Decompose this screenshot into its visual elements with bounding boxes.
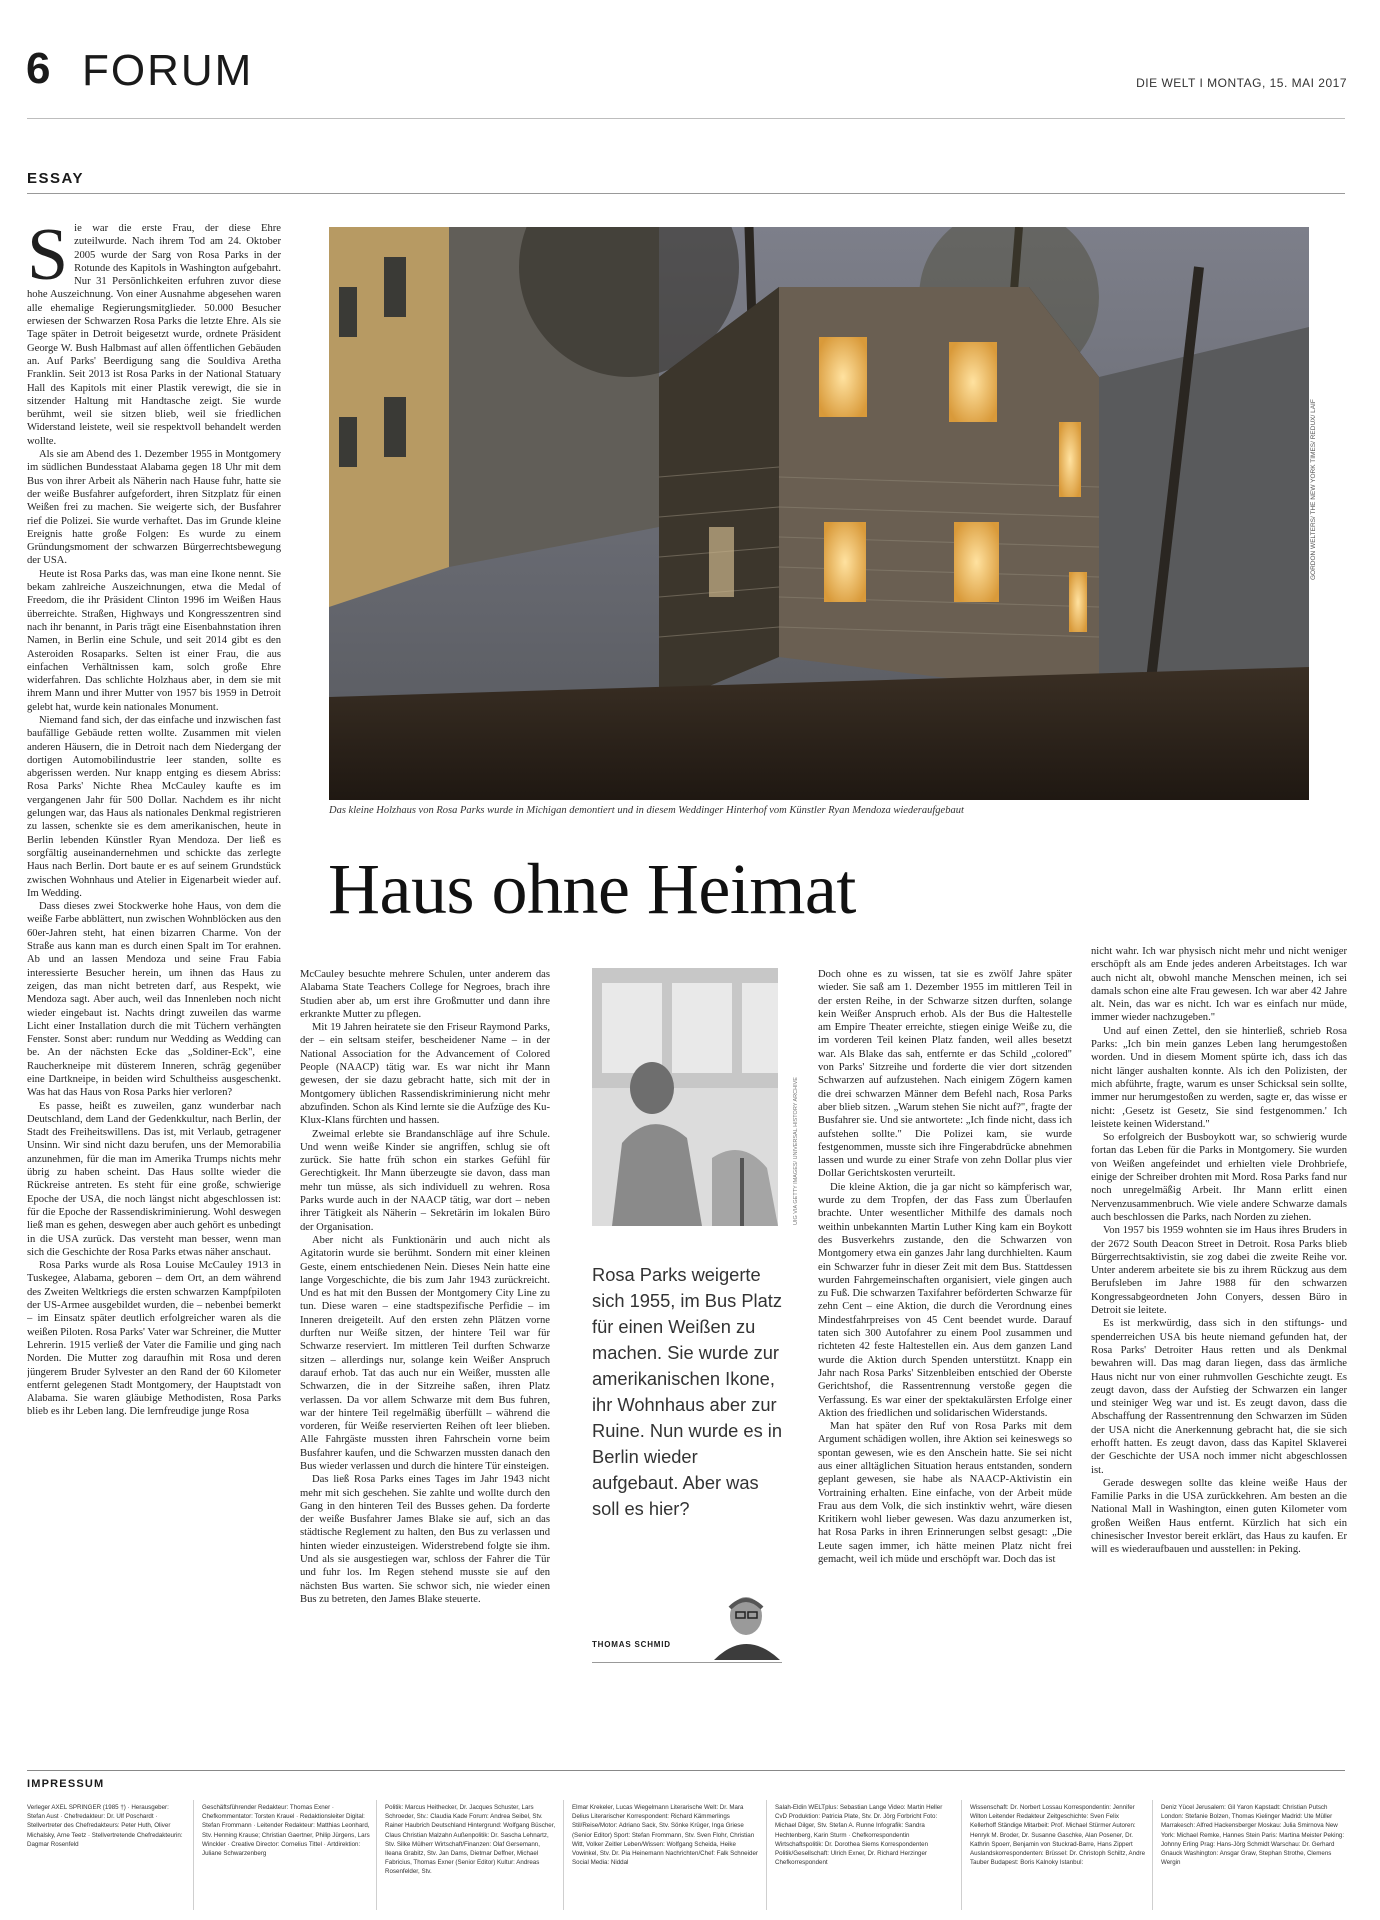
impressum-divider (1152, 1800, 1153, 1910)
drop-cap: S (27, 222, 69, 296)
portrait-credit: UIG VIA GETTY IMAGES/ UNIVERSAL HISTORY ARCHIVE (793, 1077, 799, 1225)
impressum-column: Elmar Krekeler, Lucas Wiegelmann Literarische Welt: Dr. Mara Delius Literarischer Korrespondent: Richard Kämmerlings Stil/Reise/Motor: Adriano Sack, Stv. Sönke Krüger, Inga Griese (Senior Editor) Sport: Stefan Frommann, Stv. Sven Flohr, Christian Witt, Volker Zeitler Leben/Wissen: Wolfgang Scheida, Heike Vowinkel, Stv. Dr. Pia Heinemann Nachrichten/Chef: Falk Schneider Social Media: Niddal (572, 1804, 758, 1867)
paragraph: Die kleine Aktion, die ja gar nicht so kämpferisch war, wurde zu dem Tropfen, der das Fass zum Überlaufen brachte. Unter wesentlicher Mithilfe des damals noch weithin unbekannten Martin Luther King kam ein Boykott des Busverkehrs zustande, den die Schwarzen von Montgomery etwa ein ganzes Jahr lang durchhielten. Kaum ein Schwarzer fuhr in dieser Zeit mit dem Bus. Stattdessen wurden Fahrgemeinschaften organisiert, viele gingen auch zu Fuß. Die schwarzen Taxifahrer beförderten Schwarze für zehn Cent – eine Aktion, die durch die Verordnung eines Mindestfahrpreises von 45 Cent beendet wurde. Darauf taten sich 300 Autofahrer zu einem Pool zusammen und richteten 42 feste Haltestellen ein. Aus dem ganzen Land wurde die Aktion durch Spenden unterstützt. Knapp ein Jahr nach Rosa Parks' Sitzenbleiben entschied der Oberste Gerichtshof, die Rassentrennung verstoße gegen die Verfassung. Es war einer der spektakulärsten Erfolge einer Aktion des friedlichen und solidarischen Widerstands. (818, 1181, 1072, 1419)
impressum-column: Deniz Yücel Jerusalem: Gil Yaron Kapstadt: Christian Putsch London: Stefanie Bolzen, Thomas Kielinger Madrid: Ute Müller Marrakesch: Alfred Hackensberger Moskau: Julia Smirnova New York: Michael Remke, Hannes Stein Paris: Martina Meister Peking: Johnny Erling Prag: Hans-Jörg Schmidt Warschau: Dr. Gerhard Gnauck Washington: Ansgar Graw, Stephan Strothe, Clemens Wergin (1161, 1804, 1345, 1867)
impressum-divider (563, 1800, 564, 1910)
impressum-column: Politik: Marcus Heithecker, Dr. Jacques Schuster, Lars Schroeder, Stv.: Claudia Kade Forum: Andrea Seibel, Stv. Rainer Haubrich Deutschland Hintergrund: Wolfgang Büscher, Claus Christian Malzahn Außenpolitik: Dr. Sascha Lehnartz, Stv. Silke Mülherr Wirtschaft/Finanzen: Olaf Gersemann, Ileana Grabitz, Stv. Jan Dams, Dietmar Deffner, Michael Fabricius, Thomas Exner (Senior Editor) Kultur: Andreas Rosenfelder, Stv. (385, 1804, 556, 1876)
header-rule (27, 118, 1345, 119)
newspaper-date-line: DIE WELT I MONTAG, 15. MAI 2017 (1136, 76, 1347, 90)
portrait-photo-rosa-parks (592, 968, 778, 1226)
pull-quote: Rosa Parks weigerte sich 1955, im Bus Platz für einen Weißen zu machen. Sie wurde zur amerikanischen Ikone, ihr Wohnhaus aber zur Ruine. Nun wurde es in Berlin wieder aufgebaut. Aber was soll es hier? (592, 1264, 783, 1519)
article-column-3 (818, 968, 1072, 1748)
paragraph: Heute ist Rosa Parks das, was man eine Ikone nennt. Sie bekam zahlreiche Auszeichnungen, etwa die Medal of Freedom, die ihr Präsident Clinton 1996 im Weißen Haus überreichte. Straßen, Highways und Kongresszentren sind nach ihr benannt, in Paris trägt eine Eisenbahnstation ihren Namen, in Berlin eine Schule, und seit 2014 gibt es den Asteroiden Rosaparks. Selten ist einer Frau, die aus einfachen Verhältnissen kam, solch große Ehre widerfahren. Das schlichte Holzhaus aber, in dem sie mit ihrem Mann und ihrer Mutter von 1957 bis 1959 in Detroit gelebt hat, wurde kein nationales Monument. (27, 568, 281, 713)
article-column-2 (300, 968, 550, 1748)
paragraph: nicht wahr. Ich war physisch nicht mehr und nicht weniger erschöpft als am Ende jedes anderen Arbeitstages. Ich war auch nicht alt, obwohl manche Menschen meinen, ich sei damals schon eine alte Frau gewesen. Ich war aber 42 Jahre alt. Nein, das war es nicht. Ich war es einfach nur müde, immer wieder nachzugeben." (1091, 946, 1347, 1024)
paragraph: Mit 19 Jahren heiratete sie den Friseur Raymond Parks, der – ein seltsam steifer, bescheidener Name – in der National Association for the Advancement of Colored People (NAACP) tätig war. Es war nicht ihr Mann gewesen, der sie dazu gebracht hatte, sich mit der in Montgomery üblichen Rassendiskriminierung nicht mehr abzufinden. Schon als Kind lernte sie die Aufzüge des Ku-Klux-Klans fürchten und hassen. (300, 1022, 550, 1127)
paragraph: Es ist merkwürdig, dass sich in den stiftungs- und spenderreichen USA bis heute niemand gefunden hat, der Rosa Parks' Detroiter Haus retten und als Denkmal bewahren will. Das mag daran liegen, dass das ärmliche Haus nicht nur von einer ruhmvollen Geschichte zeugt. Es zeugt davon, dass der Aufstieg der Schwarzen ein langer und steiniger Weg war und ist. Es zeugt davon, dass die Abschaffung der Rassentrennung den Schwarzen im Süden der USA nicht die Anerkennung gebracht hat, die sie sich erhofft hatten. Es zeugt davon, dass das Kapitel Sklaverei der Geschichte der USA noch immer nicht abgeschlossen ist. (1091, 1318, 1347, 1476)
pull-quote-rule (592, 1662, 782, 1663)
paragraph: Es passe, heißt es zuweilen, ganz wunderbar nach Deutschland, dem Land der Gedenkkultur, nach Berlin, der Stadt des Freiheitswillens. Das ist, mit Verlaub, getragener Unsinn. Wir sind nicht dazu berufen, uns der Memorabilia anzunehmen, für die man im Amerika Trumps nichts mehr übrig zu haben scheint. Das Haus sollte wieder die Rückreise antreten. Es steht für eine große, schwierige Epoche der USA, die noch längst nicht abgeschlossen ist: für die Epoche der Rassendiskriminierung. Wohl deswegen ließ man es gehen, deswegen aber auch gehört es unbedingt in die USA zurück. Das versteht man besser, wenn man sich die Geschichte der Rosa Parks etwas näher anschaut. (27, 1100, 281, 1258)
paragraph: Niemand fand sich, der das einfache und inzwischen fast baufällige Gebäude retten wollte. Zusammen mit vielen anderen Häusern, die in Detroit nach dem Niedergang der dortigen Automobilindustrie leer standen, sollte es abgerissen werden. Nur knapp entging es diesem Abriss: Rosa Parks' Nichte Rhea McCauley kaufte es im vergangenen Jahr für 500 Dollar. Nachdem es ihr nicht gelungen war, das Haus als nationales Denkmal registrieren zu lassen, schenkte sie es dem amerikanischen, heute in Berlin lebenden Künstler Ryan Mendoza. Der ließ es sorgfältig auseinandernehmen und schickte das zerlegte Haus nach Berlin. Dort baute er es auf seinem Grundstück zwischen Wohnhaus und Atelier in Eigenarbeit wieder auf. Im Wedding. (27, 714, 281, 899)
paragraph: Gerade deswegen sollte das kleine weiße Haus der Familie Parks in die USA zurückkehren. Am besten an die National Mall in Washington, einen guten Kilometer vom großen Weißen Haus entfernt. Kürzlich hat sich ein chinesischer Investor bereit erklärt, das Haus zu kaufen. Er will es wiederaufbauen und ausstellen: in Peking. (1091, 1477, 1347, 1556)
section-rule (27, 193, 1345, 194)
impressum-column: Salah-Eldin WELTplus: Sebastian Lange Video: Martin Heller CvD Produktion: Patricia Plate, Stv. Dr. Jörg Forbricht Foto: Michael Dilger, Stv. Stefan A. Runne Infografik: Sandra Hechtenberg, Karin Sturm · Chefkorrespondentin Wirtschaftspolitik: Dr. Dorothea Siems Korrespondenten Politik/Gesellschaft: Ulrich Exner, Dr. Richard Herzinger Chefkorrespondent (775, 1804, 943, 1867)
paragraph: Und auf einen Zettel, den sie hinterließ, schrieb Rosa Parks: „Ich bin mein ganzes Leben lang herumgestoßen worden. Und in diesem Moment spürte ich, dass ich das nicht länger aushalten konnte. Als ich den Polizisten, der mich abführte, fragte, warum es unser Schicksal sein sollte, immer nur herumgestoßen zu werden, sagte er, das wisse er nicht: ‚Gesetz ist Gesetz, Sie sind festgenommen.' Ich leistete keinen Widerstand." (1091, 1025, 1347, 1130)
paragraph: McCauley besuchte mehrere Schulen, unter anderem das Alabama State Teachers College for Negroes, brach ihre Studien aber ab, um erst ihre Großmutter und dann ihre erkrankte Mutter zu pflegen. (300, 969, 550, 1020)
impressum-top-rule (27, 1770, 1345, 1771)
impressum-divider (376, 1800, 377, 1910)
paragraph: Dass dieses zwei Stockwerke hohe Haus, von dem die weiße Farbe abblättert, nun zwischen Wohnblöcken aus den 60er-Jahren steht, hat einen bizarren Charme. Von der Straße aus kann man es durch einen Spalt im Tor erahnen. Ab und an lassen Mendoza und seine Frau Fabia interessierte Besucher herein, um ihnen das Haus zu zeigen, das man nicht betreten darf, aus Respekt, wie Mendoza sagt. Aber auch, weil das Innenleben noch nicht wieder eingebaut ist. Nachts dringt zuweilen das warme Licht einer Installation durch die mit Tüchern verhängten Fenster. Sonst aber: rundum nur Wedding as Wedding can be. An der nächsten Ecke das „Soldiner-Eck", eine Raucherkneipe mit düsterem Inneren, schräg gegenüber eine Dartkneipe, in beiden wird Schultheiss ausgeschenkt. Was hat das Haus von Rosa Parks hier verloren? (27, 901, 281, 1099)
impressum-column: Verleger AXEL SPRINGER (1985 †) · Herausgeber: Stefan Aust · Chefredakteur: Dr. Ulf Poschardt · Stellvertreter des Chefredakteurs: Peter Huth, Oliver Michalsky, Arne Teetz · Stellvertretende Chefredakteurin: Dagmar Rosenfeld (27, 1804, 183, 1848)
section-title: FORUM (82, 46, 254, 95)
photo-caption: Das kleine Holzhaus von Rosa Parks wurde in Michigan demontiert und in diesem Weddinger Hinterhof vom Künstler Ryan Mendoza wiederaufgebaut (329, 805, 964, 816)
article-column-1 (27, 222, 281, 1752)
house-illustration (329, 227, 1309, 800)
impressum-title: IMPRESSUM (27, 1778, 105, 1790)
section-label: ESSAY (27, 170, 84, 187)
author-photo (700, 1588, 785, 1660)
page-number: 6 (26, 44, 51, 93)
paragraph: Aber nicht als Funktionärin und auch nicht als Agitatorin wurde sie berühmt. Sondern mit einer kleinen Geste, einem entschiedenen Nein. Dieses Nein hatte eine lange Vorgeschichte, die bis zum Jahr 1943 zurückreicht. Und es hat mit den Bussen der Montgomery City Line zu tun. Diese waren – eine stadtspezifische Perfidie – im Inneren dreigeteilt. Auf den ersten zehn Plätzen vorne durften nur Weiße sitzen, der hintere Teil war für Schwarze reserviert. Im mittleren Teil durften Schwarze sitzen – allerdings nur, solange kein Weißer Anspruch darauf erhob. Tat das auch nur ein Weißer, mussten alle Schwarzen, die in der Sitzreihe saßen, ihren Platz verlassen. Da vor allem Schwarze mit dem Bus fuhren, war der hintere Teil regelmäßig überfüllt – während die vorderen, für Weiße reservierten Reihen oft leer blieben. Alle Fahrgäste mussten ihren Fahrschein vorne beim Busfahrer kaufen, und die Schwarzen mussten danach den Bus wieder verlassen und durch die hintere Tür einsteigen. (300, 1234, 550, 1472)
photo-credit: GORDON WELTERS/ THE NEW YORK TIMES/ REDUX/ LAIF (1310, 399, 1317, 580)
impressum-divider (766, 1800, 767, 1910)
paragraph: Das ließ Rosa Parks eines Tages im Jahr 1943 nicht mehr mit sich geschehen. Sie zahlte und wollte durch den Gang in den hinteren Teil des Busses gehen. Da forderte der weiße Busfahrer James Blake sie auf, sich an das städtische Reglement zu halten, den Bus zu verlassen und hinten wieder einzusteigen. Widerstrebend folgte sie ihm. Und als sie ausgestiegen war, schloss der Fahrer die Tür und fuhr los. Im Regen stehend musste sie auf den nächsten Bus warten. Sie schwor sich, nie wieder einen Bus zu betreten, den James Blake steuerte. (300, 1474, 550, 1605)
hero-photo-wooden-house (329, 227, 1309, 800)
impressum-divider (193, 1800, 194, 1910)
paragraph: So erfolgreich der Busboykott war, so schwierig wurde fortan das Leben für die Parks in Montgomery. Sie wurden von Weißen angefeindet und erhielten viele Drohbriefe, einige der Schreiber drohten mit Mord. Rosa Parks fand nur noch unregelmäßig Arbeit. Ihr Mann erlitt einen Nervenzusammenbruch. Wie viele andere Schwarze damals auch beschlossen die Parks, nach Norden zu ziehen. (1091, 1132, 1347, 1223)
impressum-column: Geschäftsführender Redakteur: Thomas Exner · Chefkommentator: Torsten Krauel · Redaktionsleiter Digital: Stefan Frommann · Leitender Redakteur: Matthias Leonhard, Stv. Henning Krause; Christian Gaertner, Philip Jürgens, Lars Winckler · Creative Director: Cornelius Tittel · Artdirektion: Juliane Schwarzenberg (202, 1804, 370, 1858)
paragraph: Als sie am Abend des 1. Dezember 1955 in Montgomery im südlichen Bundesstaat Alabama gegen 18 Uhr mit dem Bus von ihrer Arbeit als Näherin nach Hause fuhr, hatte sie der weiße Busfahrer aufgefordert, ihren Sitzplatz für einen Weißen frei zu machen. Sie weigerte sich, der Busfahrer rief die Polizei. Sie wurde verhaftet. Das im Grunde kleine Ereignis hatte große Folgen: Es wurde zu einem Gründungsmoment der schwarzen Bürgerrechtsbewegung der USA. (27, 449, 281, 567)
author-name: THOMAS SCHMID (592, 1640, 671, 1649)
paragraph: Doch ohne es zu wissen, tat sie es zwölf Jahre später wieder. Sie saß am 1. Dezember 1955 im mittleren Teil in der ersten Reihe, in der Schwarze sitzen durften, solange kein Weißer Anspruch erhob. Als der Bus die Haltestelle am Empire Theater erreichte, stiegen einige Weiße zu, die im vorderen Teil keinen Platz fanden, weil alles besetzt war. Als Blake das sah, entfernte er das Schild „colored" von Parks' Sitzreihe und forderte die vier dort sitzenden Schwarzen auf aufzustehen. Nach einigem Zögern kamen die drei schwarzen Männer dem Befehl nach, Rosa Parks aber blieb sitzen. „Warum stehen Sie nicht auf?", fragte der Busfahrer sie. Und sie antwortete: „Ich finde nicht, dass ich aufstehen sollte." Die Polizei kam, sie wurde festgenommen, musste sich ihre Fingerabdrücke abnehmen lassen und wurde zu einer Strafe von zehn Dollar plus vier Dollar Gerichtskosten verurteilt. (818, 969, 1072, 1180)
article-column-4 (1091, 945, 1347, 1745)
article-headline: Haus ohne Heimat (328, 849, 856, 929)
paragraph: Zweimal erlebte sie Brandanschläge auf ihre Schule. Und wenn weiße Kinder sie angriffen, schlug sie oft zurück. Sie hatte früh schon ein starkes Gefühl für Gerechtigkeit. Ihr Mann überzeugte sie davon, dass man mehr tun müsse, als sich individuell zu wehren. Rosa Parks wurde auch in der NAACP tätig, war dort – neben ihrer Tätigkeit als Näherin – Sekretärin im lokalen Büro der Organisation. (300, 1128, 550, 1233)
impressum-column: Wissenschaft: Dr. Norbert Lossau Korrespondentin: Jennifer Wilton Leitender Redakteur Zeitgeschichte: Sven Felix Kellerhoff Ständige Mitarbeit: Prof. Michael Stürmer Autoren: Henryk M. Broder, Dr. Susanne Gaschke, Alan Posener, Dr. Kathrin Spoerr, Benjamin von Stuckrad-Barre, Hans Zippert Auslandskorrespondenten: Brüssel: Dr. Christoph Schiltz, Andre Tauber Budapest: Boris Kalnoky Istanbul: (970, 1804, 1146, 1867)
paragraph: Rosa Parks wurde als Rosa Louise McCauley 1913 in Tuskegee, Alabama, geboren – dem Ort, an dem während des Zweiten Weltkriegs die ersten schwarzen Kampfpiloten der US-Armee ausgebildet wurden, die – nebenbei bemerkt – im Einsatz später deutlich erfolgreicher waren als die weißen Piloten. Rosa Parks' Vater war Schreiner, die Mutter Lehrerin. 1915 verließ der Vater die Familie und ging nach Norden. Die Mutter zog daraufhin mit Rosa und deren jüngerem Bruder Sylvester an den Rand der 60 Kilometer entfernt gelegenen Stadt Montgomery, der Hauptstadt von Alabama. Sie waren gläubige Methodisten, Rosa Parks blieb es ihr Leben lang. Die lernfreudige junge Rosa (27, 1260, 281, 1418)
portrait-illustration (592, 968, 778, 1226)
paragraph: ie war die erste Frau, der diese Ehre zuteilwurde. Nach ihrem Tod am 24. Oktober 2005 wurde der Sarg von Rosa Parks in der Rotunde des Kapitols in Washington aufgebahrt. Nur 31 Persönlichkeiten erfuhren zuvor diese hohe Auszeichnung. Von einer Ausnahme abgesehen waren alle ehemalige Regierungsmitglieder. 50.000 Besucher erwiesen der Schwarzen Rosa Parks die letzte Ehre. Als sie Tage später in Detroit beigesetzt wurde, ordnete Präsident George W. Bush Halbmast auf allen öffentlichen Gebäuden an. Auf Parks' Beerdigung sang die Souldiva Aretha Franklin. Seit 2013 ist Rosa Parks in der National Statuary Hall des Kapitols mit einer Plastik verewigt, die sie in sitzender Haltung mit Handtasche zeigt. Sie wurde berühmt, weil sie sitzen blieb, weil sie friedlichen Widerstand leistete, weil sie respektvoll behandelt werden wollte. (27, 223, 281, 447)
impressum-divider (961, 1800, 962, 1910)
paragraph: Man hat später den Ruf von Rosa Parks mit dem Argument schädigen wollen, ihre Aktion sei keineswegs so spontan gewesen, wie es den Anschein hatte. Sie sei nicht aus einer alltäglichen Situation heraus entstanden, sondern geplant gewesen, sie habe als NAACP-Aktivistin ein Vortraining erhalten. Eine einfache, von der Arbeit müde Frau aus dem Volk, die sich instinktiv wehrt, wäre diesen Kritikern wohl lieber gewesen. Was dazu anzumerken ist, hat Rosa Parks in ihren Erinnerungen selbst gesagt: „Die Leute sagen immer, ich hätte meinen Platz nicht frei gemacht, weil ich müde und erschöpft war. Doch das ist (818, 1421, 1072, 1566)
paragraph: Von 1957 bis 1959 wohnten sie im Haus ihres Bruders in der 2672 South Deacon Street in Detroit. Rosa Parks blieb Bürgerrechtsaktivistin, sie zog dabei die zweite Reihe vor. Unter anderem arbeitete sie bis zu ihrem Rückzug aus dem Berufsleben im Jahre 1988 für den schwarzen Kongressabgeordneten John Conyers, dessen Büro in Detroit sie leitete. (1091, 1225, 1347, 1317)
author-portrait-illustration (700, 1588, 785, 1660)
